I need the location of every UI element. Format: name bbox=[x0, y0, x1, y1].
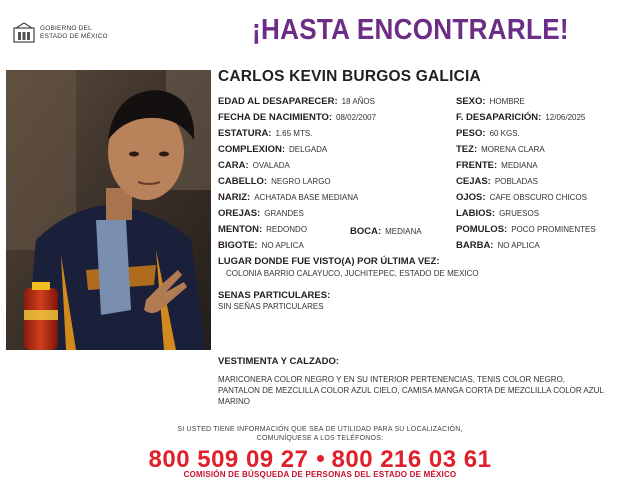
logo-line-2: ESTADO DE MÉXICO bbox=[40, 33, 108, 40]
phone-1[interactable]: 800 509 09 27 bbox=[148, 446, 309, 473]
field-cheekbones: POMULOS: POCO PROMINENTES bbox=[456, 224, 596, 235]
field-height: ESTATURA: 1.65 MTS. bbox=[218, 128, 313, 139]
field-chin: MENTON: REDONDO bbox=[218, 224, 308, 235]
logo-line-1: GOBIERNO DEL bbox=[40, 25, 92, 32]
person-photo-image bbox=[6, 70, 211, 350]
field-moustache: BIGOTE: NO APLICA bbox=[218, 240, 304, 251]
marks-title: SENAS PARTICULARES: bbox=[218, 290, 331, 301]
last-seen-title: LUGAR DONDE FUE VISTO(A) POR ÚLTIMA VEZ: bbox=[218, 256, 440, 267]
phone-2[interactable]: 800 216 03 61 bbox=[331, 446, 492, 473]
person-name: CARLOS KEVIN BURGOS GALICIA bbox=[218, 68, 481, 85]
headline: ¡HASTA ENCONTRARLE! bbox=[252, 14, 569, 46]
clothing-text: MARICONERA COLOR NEGRO Y EN SU INTERIOR PERTENENCIAS, TENIS COLOR NEGRO, PANTALON DE MEZCLILLA COLOR AZUL CIELO, CAMISA MANGA CORTA DE MEZCLILLA COLOR AZUL MARINO bbox=[218, 375, 604, 406]
separator-dot-icon bbox=[317, 455, 324, 462]
field-weight: PESO: 60 KGS. bbox=[456, 128, 520, 139]
field-mouth: BOCA: MEDIANA bbox=[350, 226, 422, 237]
field-hair: CABELLO: NEGRO LARGO bbox=[218, 176, 331, 187]
field-build: COMPLEXION: DELGADA bbox=[218, 144, 328, 155]
field-beard: BARBA: NO APLICA bbox=[456, 240, 540, 251]
field-eyes: OJOS: CAFE OBSCURO CHICOS bbox=[456, 192, 587, 203]
field-disappearance-date: F. DESAPARICIÓN: 12/06/2025 bbox=[456, 112, 586, 123]
footer-note-line-1: SI USTED TIENE INFORMACIÓN QUE SEA DE UTILIDAD PARA SU LOCALIZACIÓN, bbox=[177, 426, 463, 433]
footer-note-line-2: COMUNÍQUESE A LOS TELÉFONOS: bbox=[256, 435, 384, 442]
last-seen-text: COLONIA BARRIO CALAYUCO, JUCHITEPEC, ESTADO DE MEXICO bbox=[226, 269, 479, 278]
field-skin: TEZ: MORENA CLARA bbox=[456, 144, 545, 155]
field-birthdate: FECHA DE NACIMIENTO: 08/02/2007 bbox=[218, 112, 377, 123]
marks-text: SIN SEÑAS PARTICULARES bbox=[218, 302, 324, 311]
field-face: CARA: OVALADA bbox=[218, 160, 290, 171]
field-age: EDAD AL DESAPARECER: 18 AÑOS bbox=[218, 96, 375, 107]
field-forehead: FRENTE: MEDIANA bbox=[456, 160, 538, 171]
clothing-title: VESTIMENTA Y CALZADO: bbox=[218, 356, 340, 367]
field-lips: LABIOS: GRUESOS bbox=[456, 208, 540, 219]
field-ears: OREJAS: GRANDES bbox=[218, 208, 304, 219]
field-eyebrows: CEJAS: POBLADAS bbox=[456, 176, 538, 187]
field-nose: NARIZ: ACHATADA BASE MEDIANA bbox=[218, 192, 359, 203]
government-logo bbox=[12, 22, 122, 44]
state-emblem-icon bbox=[12, 22, 36, 44]
commission-name: COMISIÓN DE BÚSQUEDA DE PERSONAS DEL ESTADO DE MÉXICO bbox=[183, 470, 457, 479]
person-photo bbox=[6, 70, 211, 350]
field-sex: SEXO: HOMBRE bbox=[456, 96, 525, 107]
